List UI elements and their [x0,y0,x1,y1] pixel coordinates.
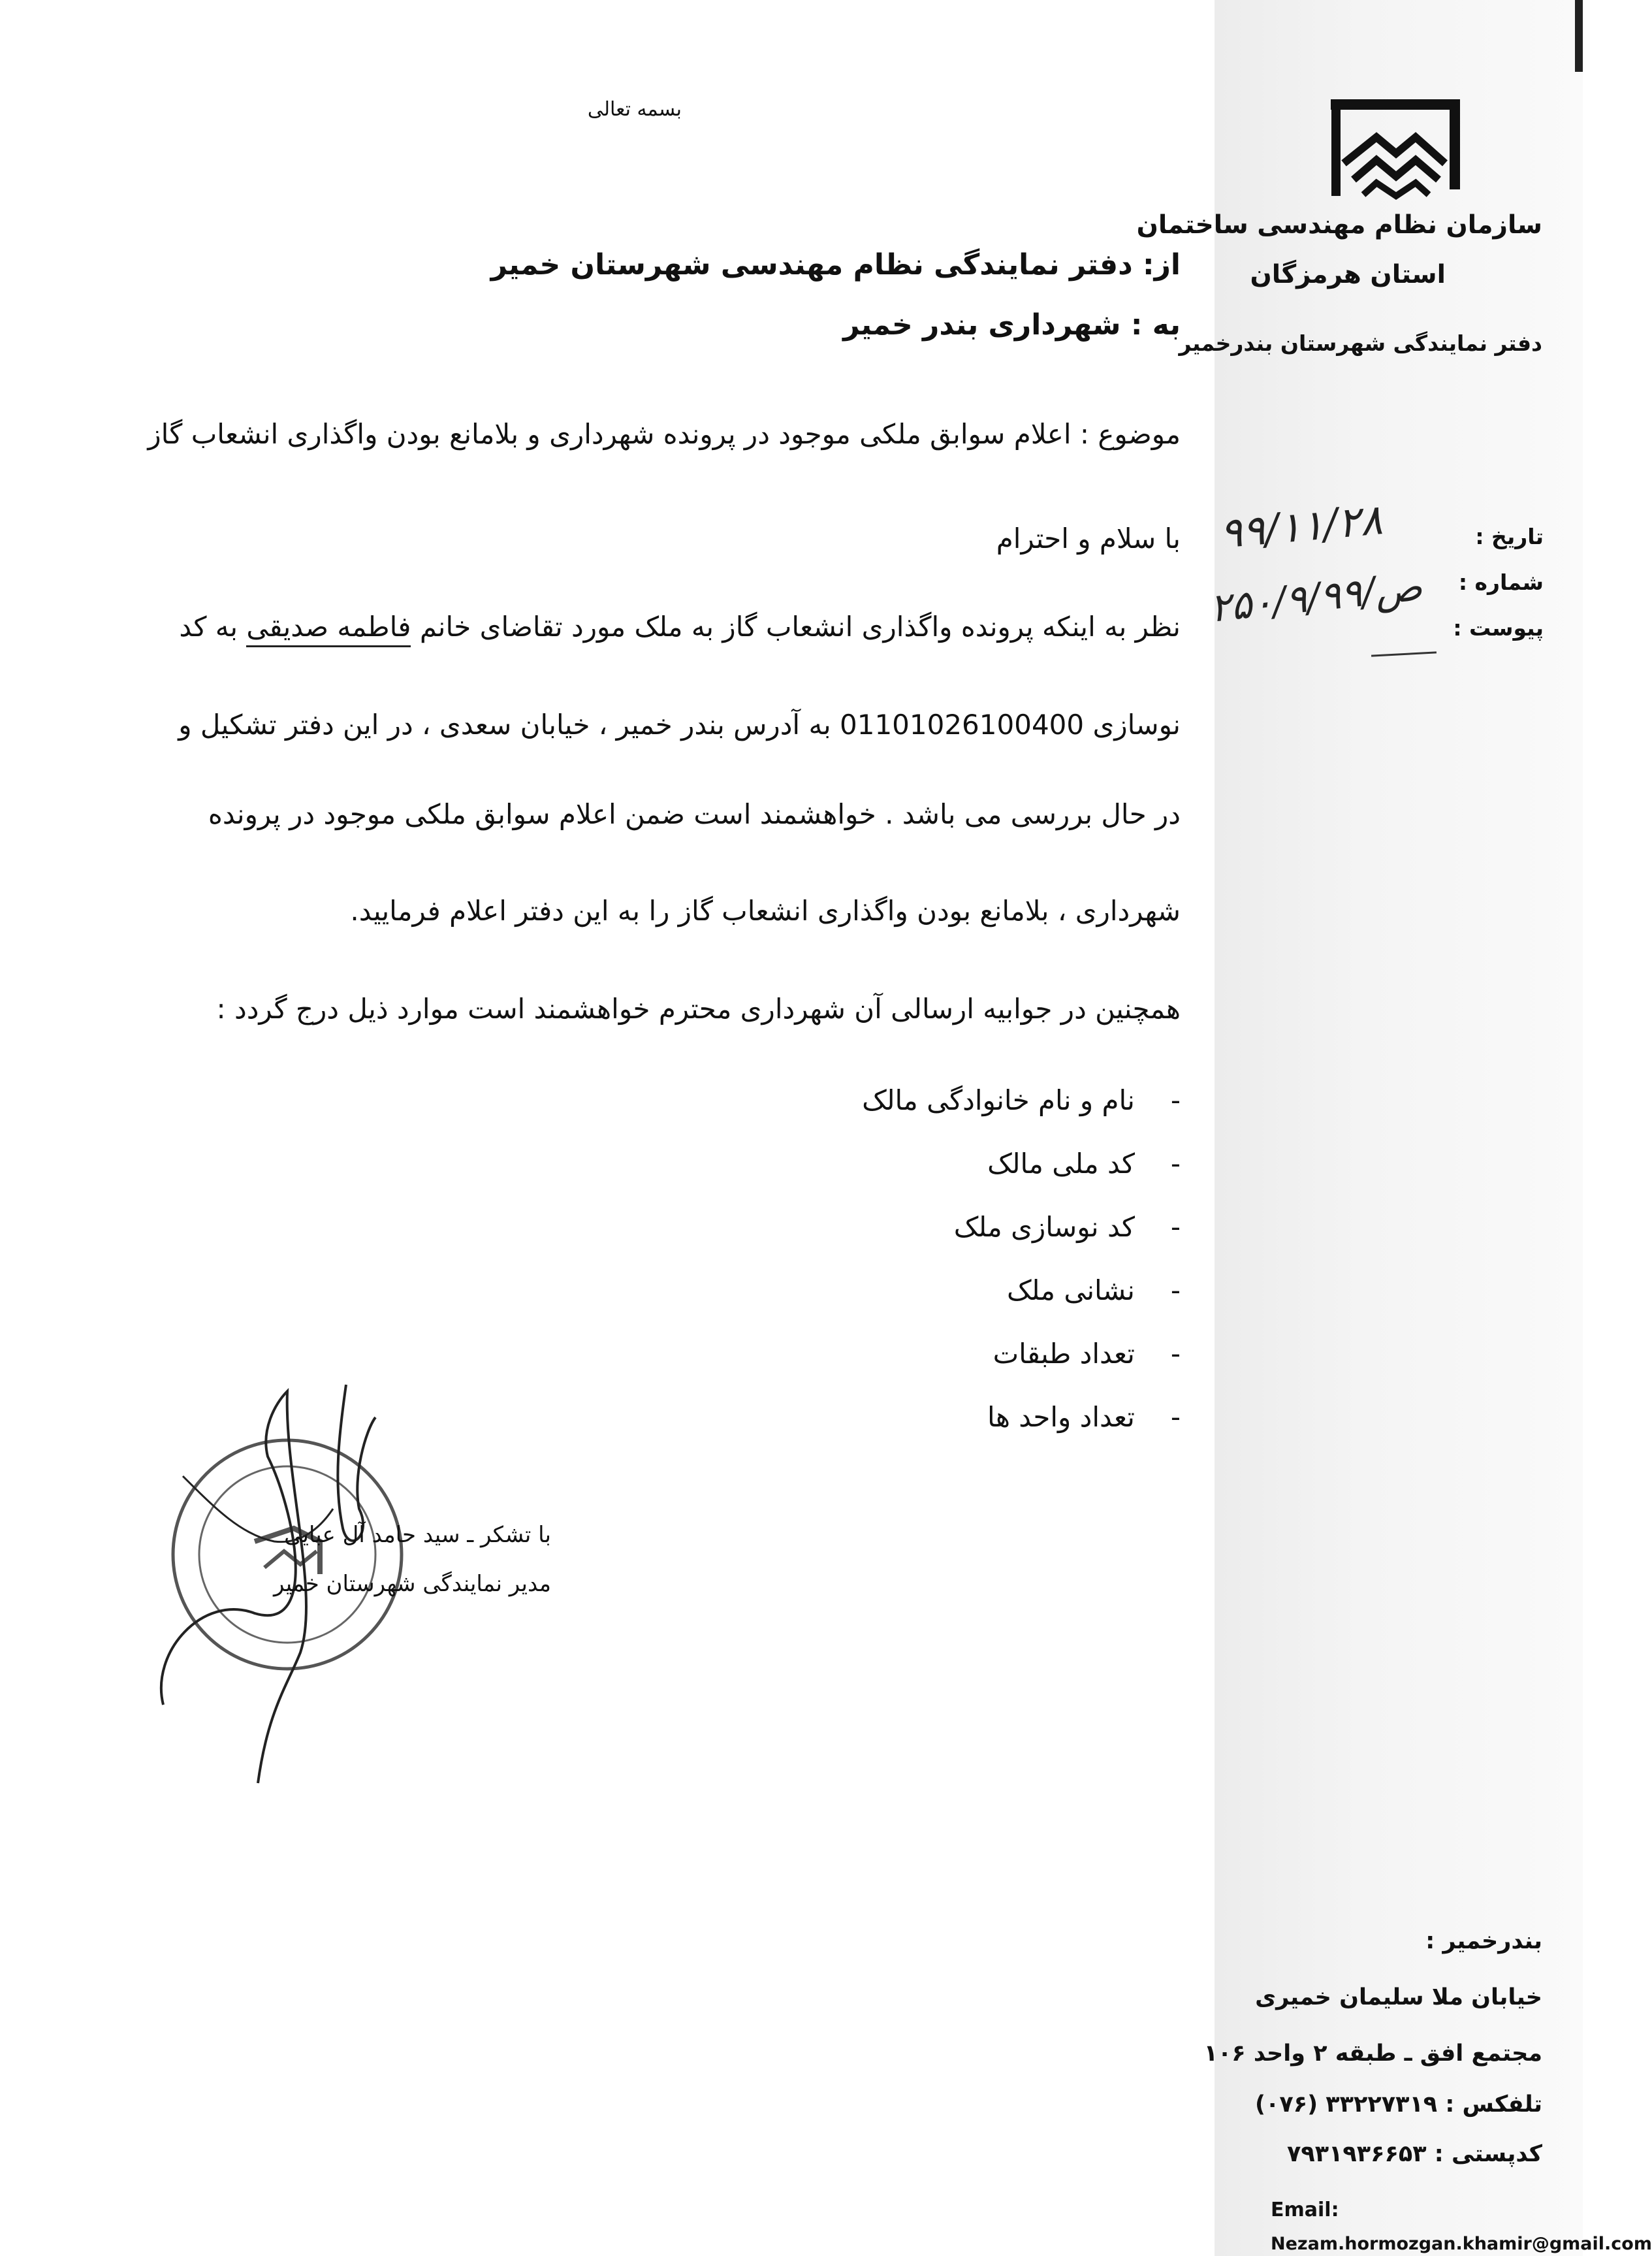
to-line: به : شهرداری بندر خمیر [843,308,1181,342]
address-building: مجتمع افق ـ طبقه ۲ واحد ۱۰۶ [1203,2040,1542,2067]
address-phone: تلفکس : ۳۳۲۲۷۳۱۹ (۰۷۶) [1254,2091,1542,2118]
list-item-text: تعداد طبقات [993,1338,1135,1370]
list-dash: - [1170,1338,1181,1370]
number-label: شماره : [1458,570,1544,595]
list-item-text: کد نوسازی ملک [953,1211,1135,1243]
organization-name: سازمان نظام مهندسی ساختمان [1136,210,1542,240]
body-line-1-end: به کد [179,611,247,643]
body-line-1 [179,611,1181,643]
list-item-text: نام و نام خانوادگی مالک [862,1084,1135,1116]
bismillah: بسمه تعالی [587,98,682,121]
requirements-list [862,1084,1181,1464]
body-line-4: شهرداری ، بلامانع بودن واگذاری انشعاب گاز را به این دفتر اعلام فرمایید. [350,895,1181,927]
email-address: Nezam.hormozgan.khamir@gmail.com [1271,2234,1652,2254]
scan-edge [1575,0,1583,72]
list-dash: - [1170,1148,1181,1180]
address-city: بندرخمیر : [1425,1928,1542,1954]
list-dash: - [1170,1211,1181,1243]
signature-thanks: با تشکر ـ سید حامد آل عبایی [284,1522,551,1548]
list-item [862,1274,1181,1338]
attachment-label: پیوست : [1453,615,1544,641]
list-item-text: نشانی ملک [1007,1274,1135,1306]
list-item [862,1148,1181,1211]
subject-line: موضوع : اعلام سوابق ملکی موجود در پرونده شهرداری و بلامانع بودن واگذاری انشعاب گاز [148,418,1181,450]
list-item [862,1211,1181,1274]
list-item-text: تعداد واحد ها [987,1401,1135,1433]
date-label: تاریخ : [1475,524,1544,549]
list-item [862,1084,1181,1148]
organization-province: استان هرمزگان [1250,260,1446,289]
email-label: Email: [1271,2199,1339,2221]
handwritten-date: ۹۹/۱۱/۲۸ [1218,496,1385,558]
organization-logo-icon [1324,91,1468,202]
list-dash: - [1170,1084,1181,1116]
list-dash: - [1170,1274,1181,1306]
organization-office: دفتر نمایندگی شهرستان بندرخمیر [1179,330,1542,356]
handwritten-number: ۲۵۰/۹/۹۹/ص [1207,564,1425,632]
list-item [862,1401,1181,1464]
address-postal-code: کدپستی : ۷۹۳۱۹۳۶۶۵۳ [1286,2141,1542,2167]
signature-title: مدیر نمایندگی شهرستان خمیر [274,1571,551,1597]
from-line: از: دفتر نمایندگی نظام مهندسی شهرستان خمیر [490,248,1181,282]
list-dash: - [1170,1401,1181,1433]
list-item [862,1338,1181,1401]
body-line-3: در حال بررسی می باشد . خواهشمند است ضمن اعلام سوابق ملکی موجود در پرونده [208,798,1181,830]
list-item-text: کد ملی مالک [987,1148,1135,1180]
body-line-5: همچنین در جوابیه ارسالی آن شهرداری محترم خواهشمند است موارد ذیل درج گردد : [216,993,1181,1025]
applicant-name: فاطمه صدیقی [246,611,411,647]
address-street: خیابان ملا سلیمان خمیری [1255,1984,1542,2010]
body-line-2: نوسازی 01101026100400 به آدرس بندر خمیر ، خیابان سعدی ، در این دفتر تشکیل و [178,709,1181,741]
greeting: با سلام و احترام [996,523,1181,555]
body-line-1-start: نظر به اینکه پرونده واگذاری انشعاب گاز به ملک مورد تقاضای خانم [411,611,1181,643]
